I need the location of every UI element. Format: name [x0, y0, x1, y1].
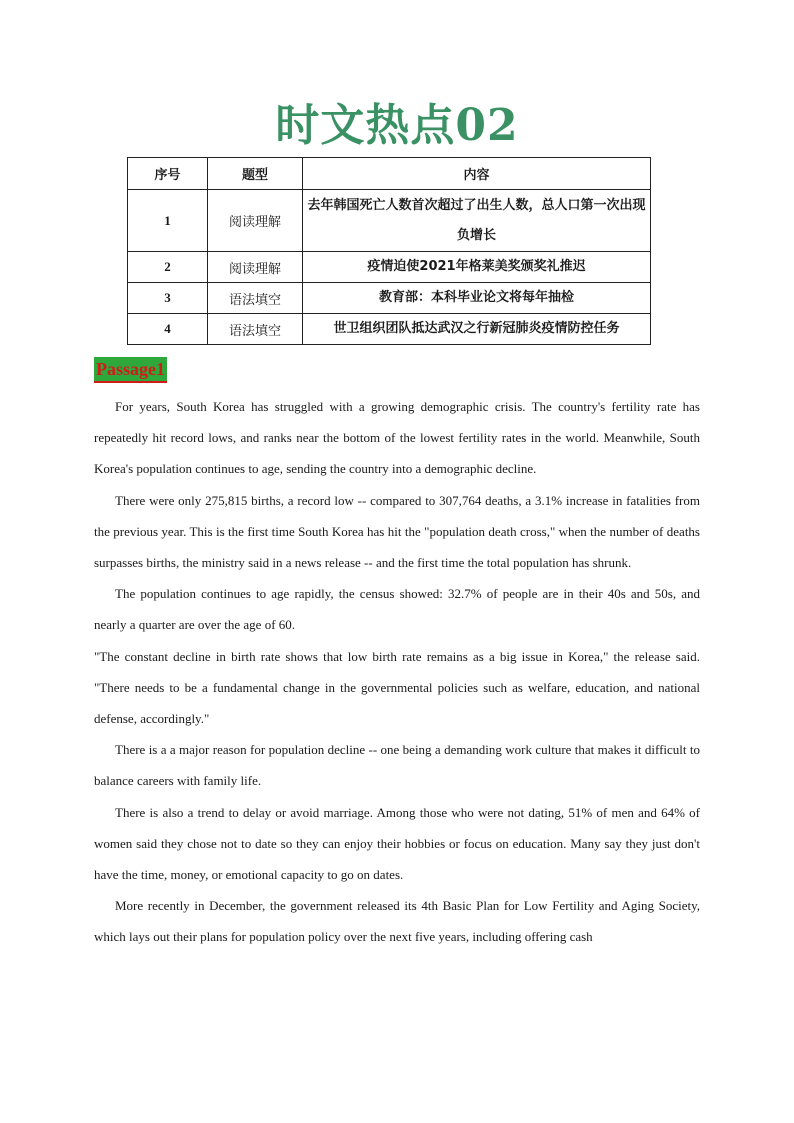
paragraph: "The constant decline in birth rate shows that low birth rate remains as a big issue in Korea," the release said. "There needs to be a fundamental change in the governmental policies such as welfare, education, and national defense, accordingly." — [94, 648, 700, 727]
table-row — [128, 283, 651, 314]
row-type: 语法填空 — [208, 314, 303, 345]
header-number: 序号 — [128, 158, 208, 190]
passage-label: Passage1 — [94, 357, 167, 383]
paragraph: There were only 275,815 births, a record low -- compared to 307,764 deaths, a 3.1% increase in fatalities from the previous year. This is the first time South Korea has hit the "population death cross," when the number of deaths surpasses births, the ministry said in a news release -- and the first time the total population has shrunk. — [94, 492, 700, 571]
paragraph: For years, South Korea has struggled with a growing demographic crisis. The country's fertility rate has repeatedly hit record lows, and ranks near the bottom of the lowest fertility rates in the world. Meanwhile, South Korea's population continues to age, sending the country into a demographic decline. — [94, 399, 700, 477]
row-type: 阅读理解 — [208, 252, 303, 283]
row-number: 1 — [128, 190, 208, 252]
paragraph: The population continues to age rapidly, the census showed: 32.7% of people are in their 40s and 50s, and nearly a quarter are over the age of 60. — [94, 586, 700, 633]
row-content: 去年韩国死亡人数首次超过了出生人数，总人口第一次出现负增长 — [303, 190, 651, 252]
passage-body — [94, 391, 700, 953]
table-row — [128, 314, 651, 345]
paragraph: There is a a major reason for population decline -- one being a demanding work culture that makes it difficult to balance careers with family life. — [94, 742, 700, 789]
table-header-row — [128, 158, 651, 190]
header-content: 内容 — [303, 158, 651, 190]
table-row — [128, 252, 651, 283]
row-type: 语法填空 — [208, 283, 303, 314]
paragraph: More recently in December, the government released its 4th Basic Plan for Low Fertility and Aging Society, which lays out their plans for population policy over the next five years, including offering cash — [94, 898, 700, 945]
row-type: 阅读理解 — [208, 190, 303, 252]
row-number: 2 — [128, 252, 208, 283]
row-number: 4 — [128, 314, 208, 345]
paragraph: There is also a trend to delay or avoid marriage. Among those who were not dating, 51% of men and 64% of women said they chose not to date so they can enjoy their hobbies or focus on education. Many say they just don't have the time, money, or emotional capacity to go on dates. — [94, 804, 700, 883]
page-title: 时文热点02 — [275, 100, 519, 151]
row-content: 疫情迫使2021年格莱美奖颁奖礼推迟 — [303, 252, 651, 283]
topic-table — [127, 157, 651, 345]
row-content: 世卫组织团队抵达武汉之行新冠肺炎疫情防控任务 — [303, 314, 651, 345]
table-row — [128, 190, 651, 252]
row-content: 教育部：本科毕业论文将每年抽检 — [303, 283, 651, 314]
row-number: 3 — [128, 283, 208, 314]
header-type: 题型 — [208, 158, 303, 190]
